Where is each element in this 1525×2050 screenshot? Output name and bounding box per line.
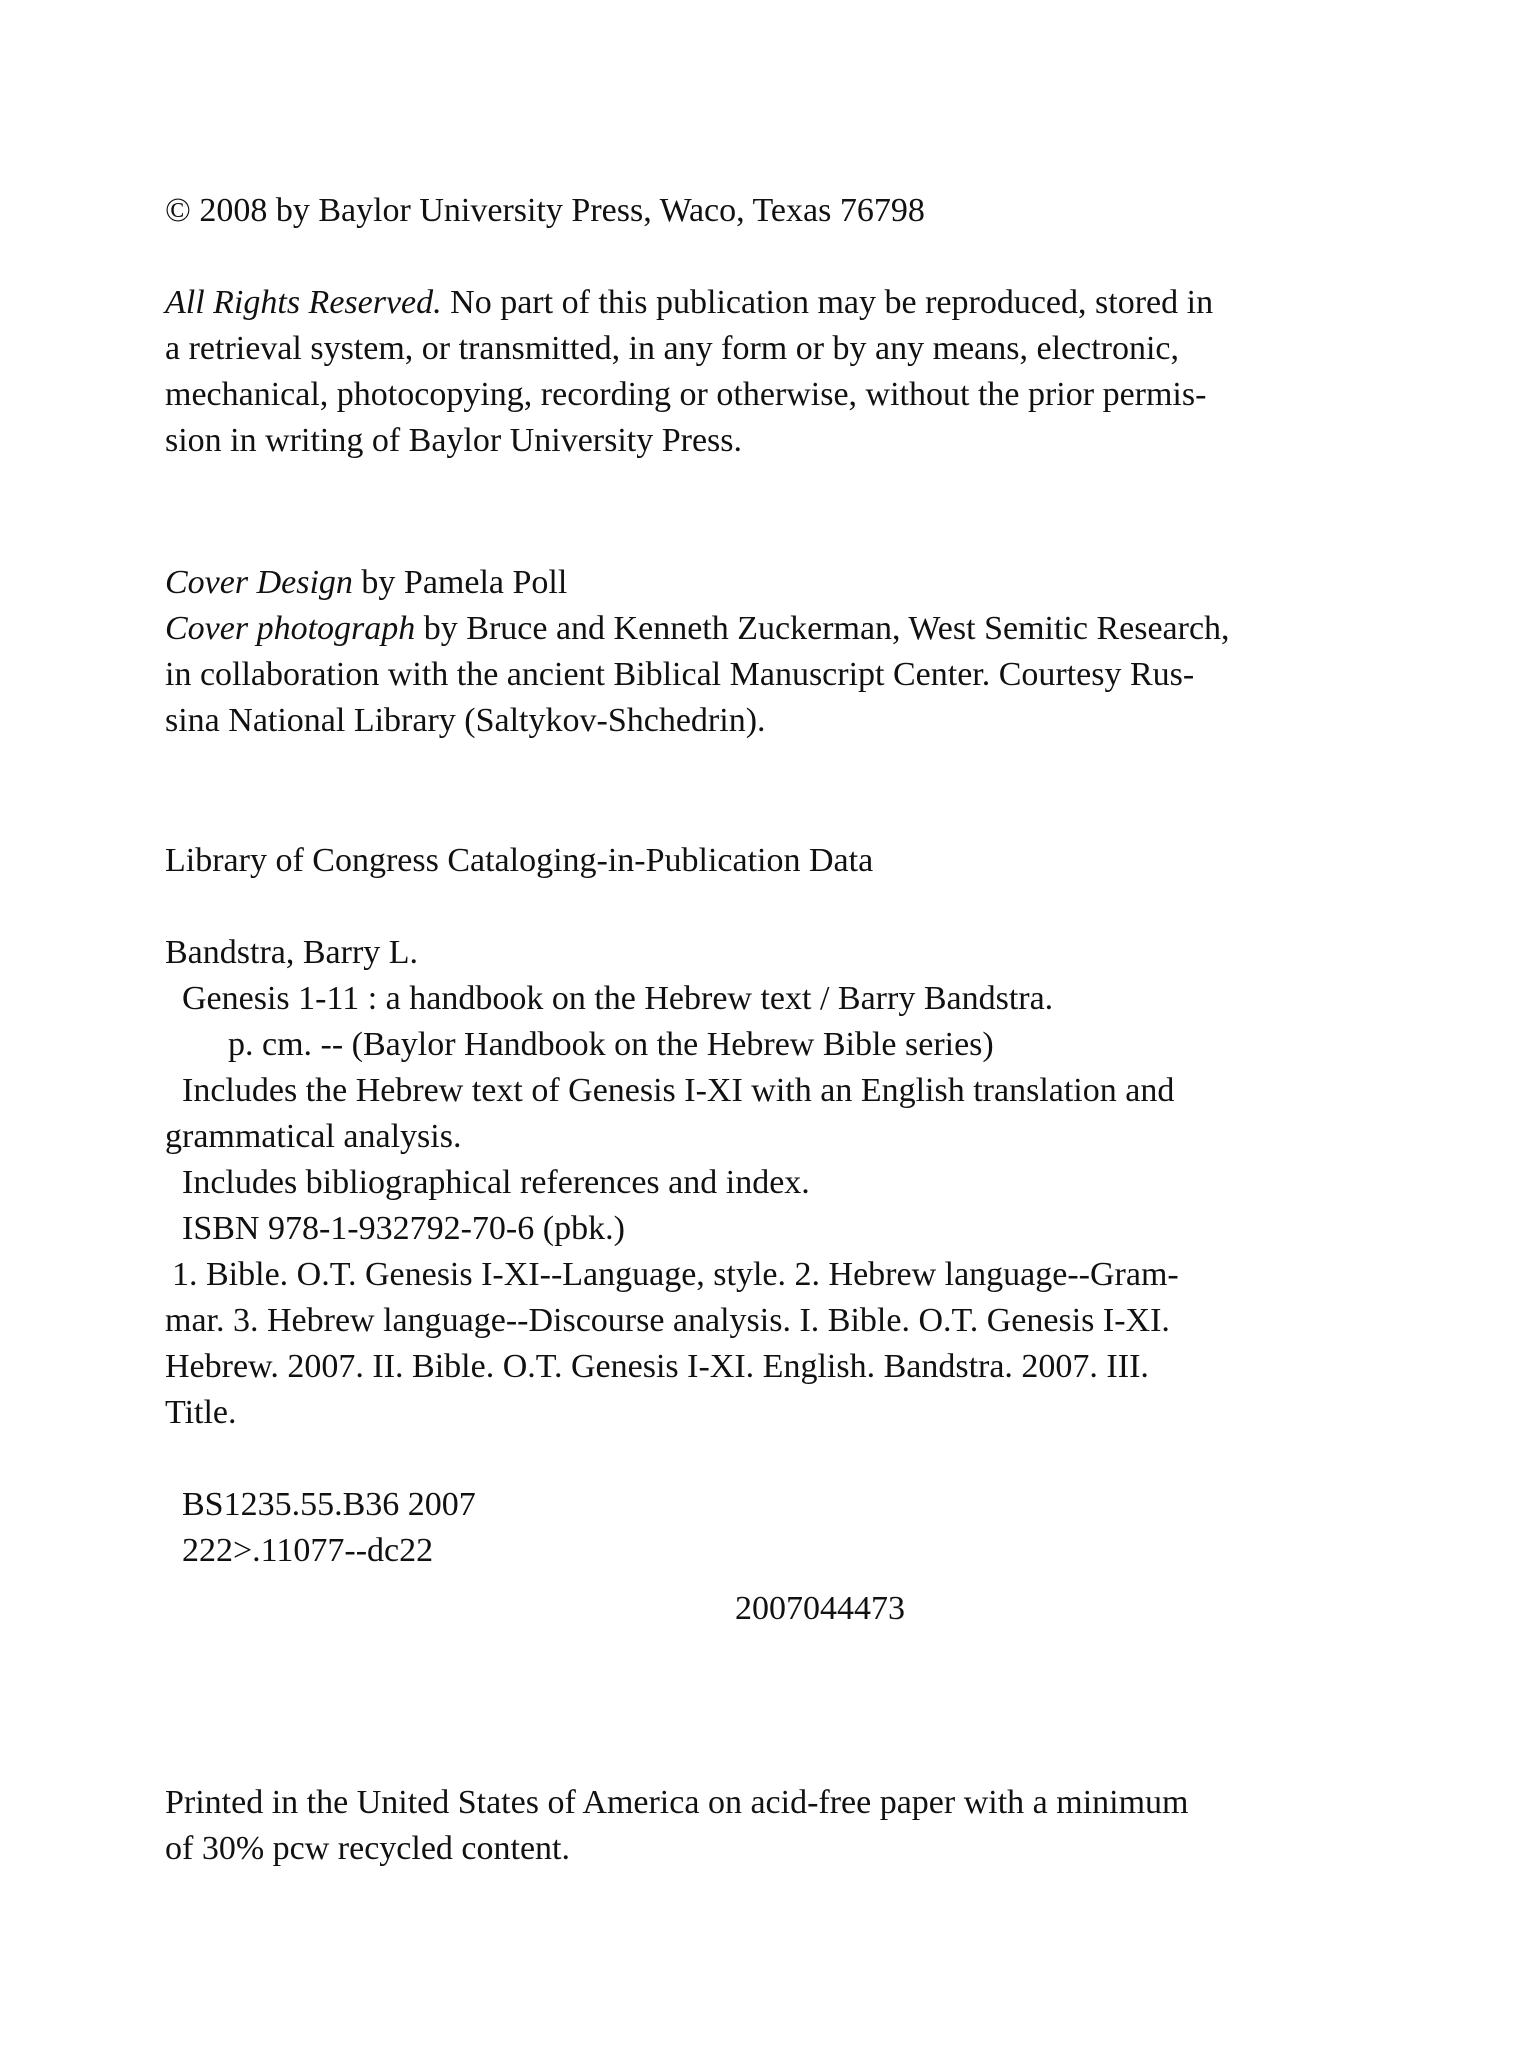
cover-design-name: by Pamela Poll	[352, 564, 568, 601]
cover-design-label: Cover Design	[165, 564, 353, 601]
cover-photo-label: Cover photograph	[165, 610, 416, 647]
cip-title: Genesis 1-11 : a handbook on the Hebrew text / Barry Bandstra.	[182, 980, 1054, 1017]
cip-series: p. cm. -- (Baylor Handbook on the Hebrew Bible series)	[228, 1026, 994, 1063]
cover-photo-line-4: sina National Library (Saltykov-Shchedrin).	[165, 702, 766, 739]
rights-line-1-text: No part of this publication may be reproduced, stored in	[441, 284, 1214, 321]
printed-line-1: Printed in the United States of America on acid-free paper with a minimum	[165, 1784, 1189, 1821]
cip-subjects-line-3: Hebrew. 2007. II. Bible. O.T. Genesis I-XI. English. Bandstra. 2007. III.	[165, 1348, 1149, 1385]
rights-line-1	[165, 280, 1213, 326]
cip-lccn: 2007044473	[735, 1590, 905, 1627]
cover-design-credit	[165, 560, 567, 606]
cip-lc-class: BS1235.55.B36 2007	[182, 1486, 476, 1523]
copyright-notice: © 2008 by Baylor University Press, Waco, Texas 76798	[165, 192, 925, 229]
rights-line-3: mechanical, photocopying, recording or otherwise, without the prior permis-	[165, 376, 1207, 413]
cover-photo-line-3: in collaboration with the ancient Biblical Manuscript Center. Courtesy Rus-	[165, 656, 1195, 693]
cip-subjects-line-1: 1. Bible. O.T. Genesis I-XI--Language, style. 2. Hebrew language--Gram-	[172, 1256, 1179, 1293]
cip-note-1-cont: grammatical analysis.	[165, 1118, 462, 1155]
rights-line-2: a retrieval system, or transmitted, in any form or by any means, electronic,	[165, 330, 1180, 367]
rights-line-4: sion in writing of Baylor University Press.	[165, 422, 743, 459]
cip-isbn: ISBN 978-1-932792-70-6 (pbk.)	[182, 1210, 625, 1247]
cip-note-2: Includes bibliographical references and index.	[182, 1164, 810, 1201]
cip-heading: Library of Congress Cataloging-in-Publication Data	[165, 842, 874, 879]
cover-photo-credit	[165, 606, 1230, 652]
cip-subjects-line-2: mar. 3. Hebrew language--Discourse analysis. I. Bible. O.T. Genesis I-XI.	[165, 1302, 1170, 1339]
cover-photo-text: by Bruce and Kenneth Zuckerman, West Semitic Research,	[415, 610, 1230, 647]
cip-dewey: 222>.11077--dc22	[182, 1532, 434, 1569]
cip-note-1: Includes the Hebrew text of Genesis I-XI with an English translation and	[182, 1072, 1175, 1109]
cip-subjects-line-4: Title.	[165, 1394, 237, 1431]
cip-author: Bandstra, Barry L.	[165, 934, 419, 971]
printed-line-2: of 30% pcw recycled content.	[165, 1830, 570, 1867]
rights-label: All Rights Reserved.	[165, 284, 442, 321]
